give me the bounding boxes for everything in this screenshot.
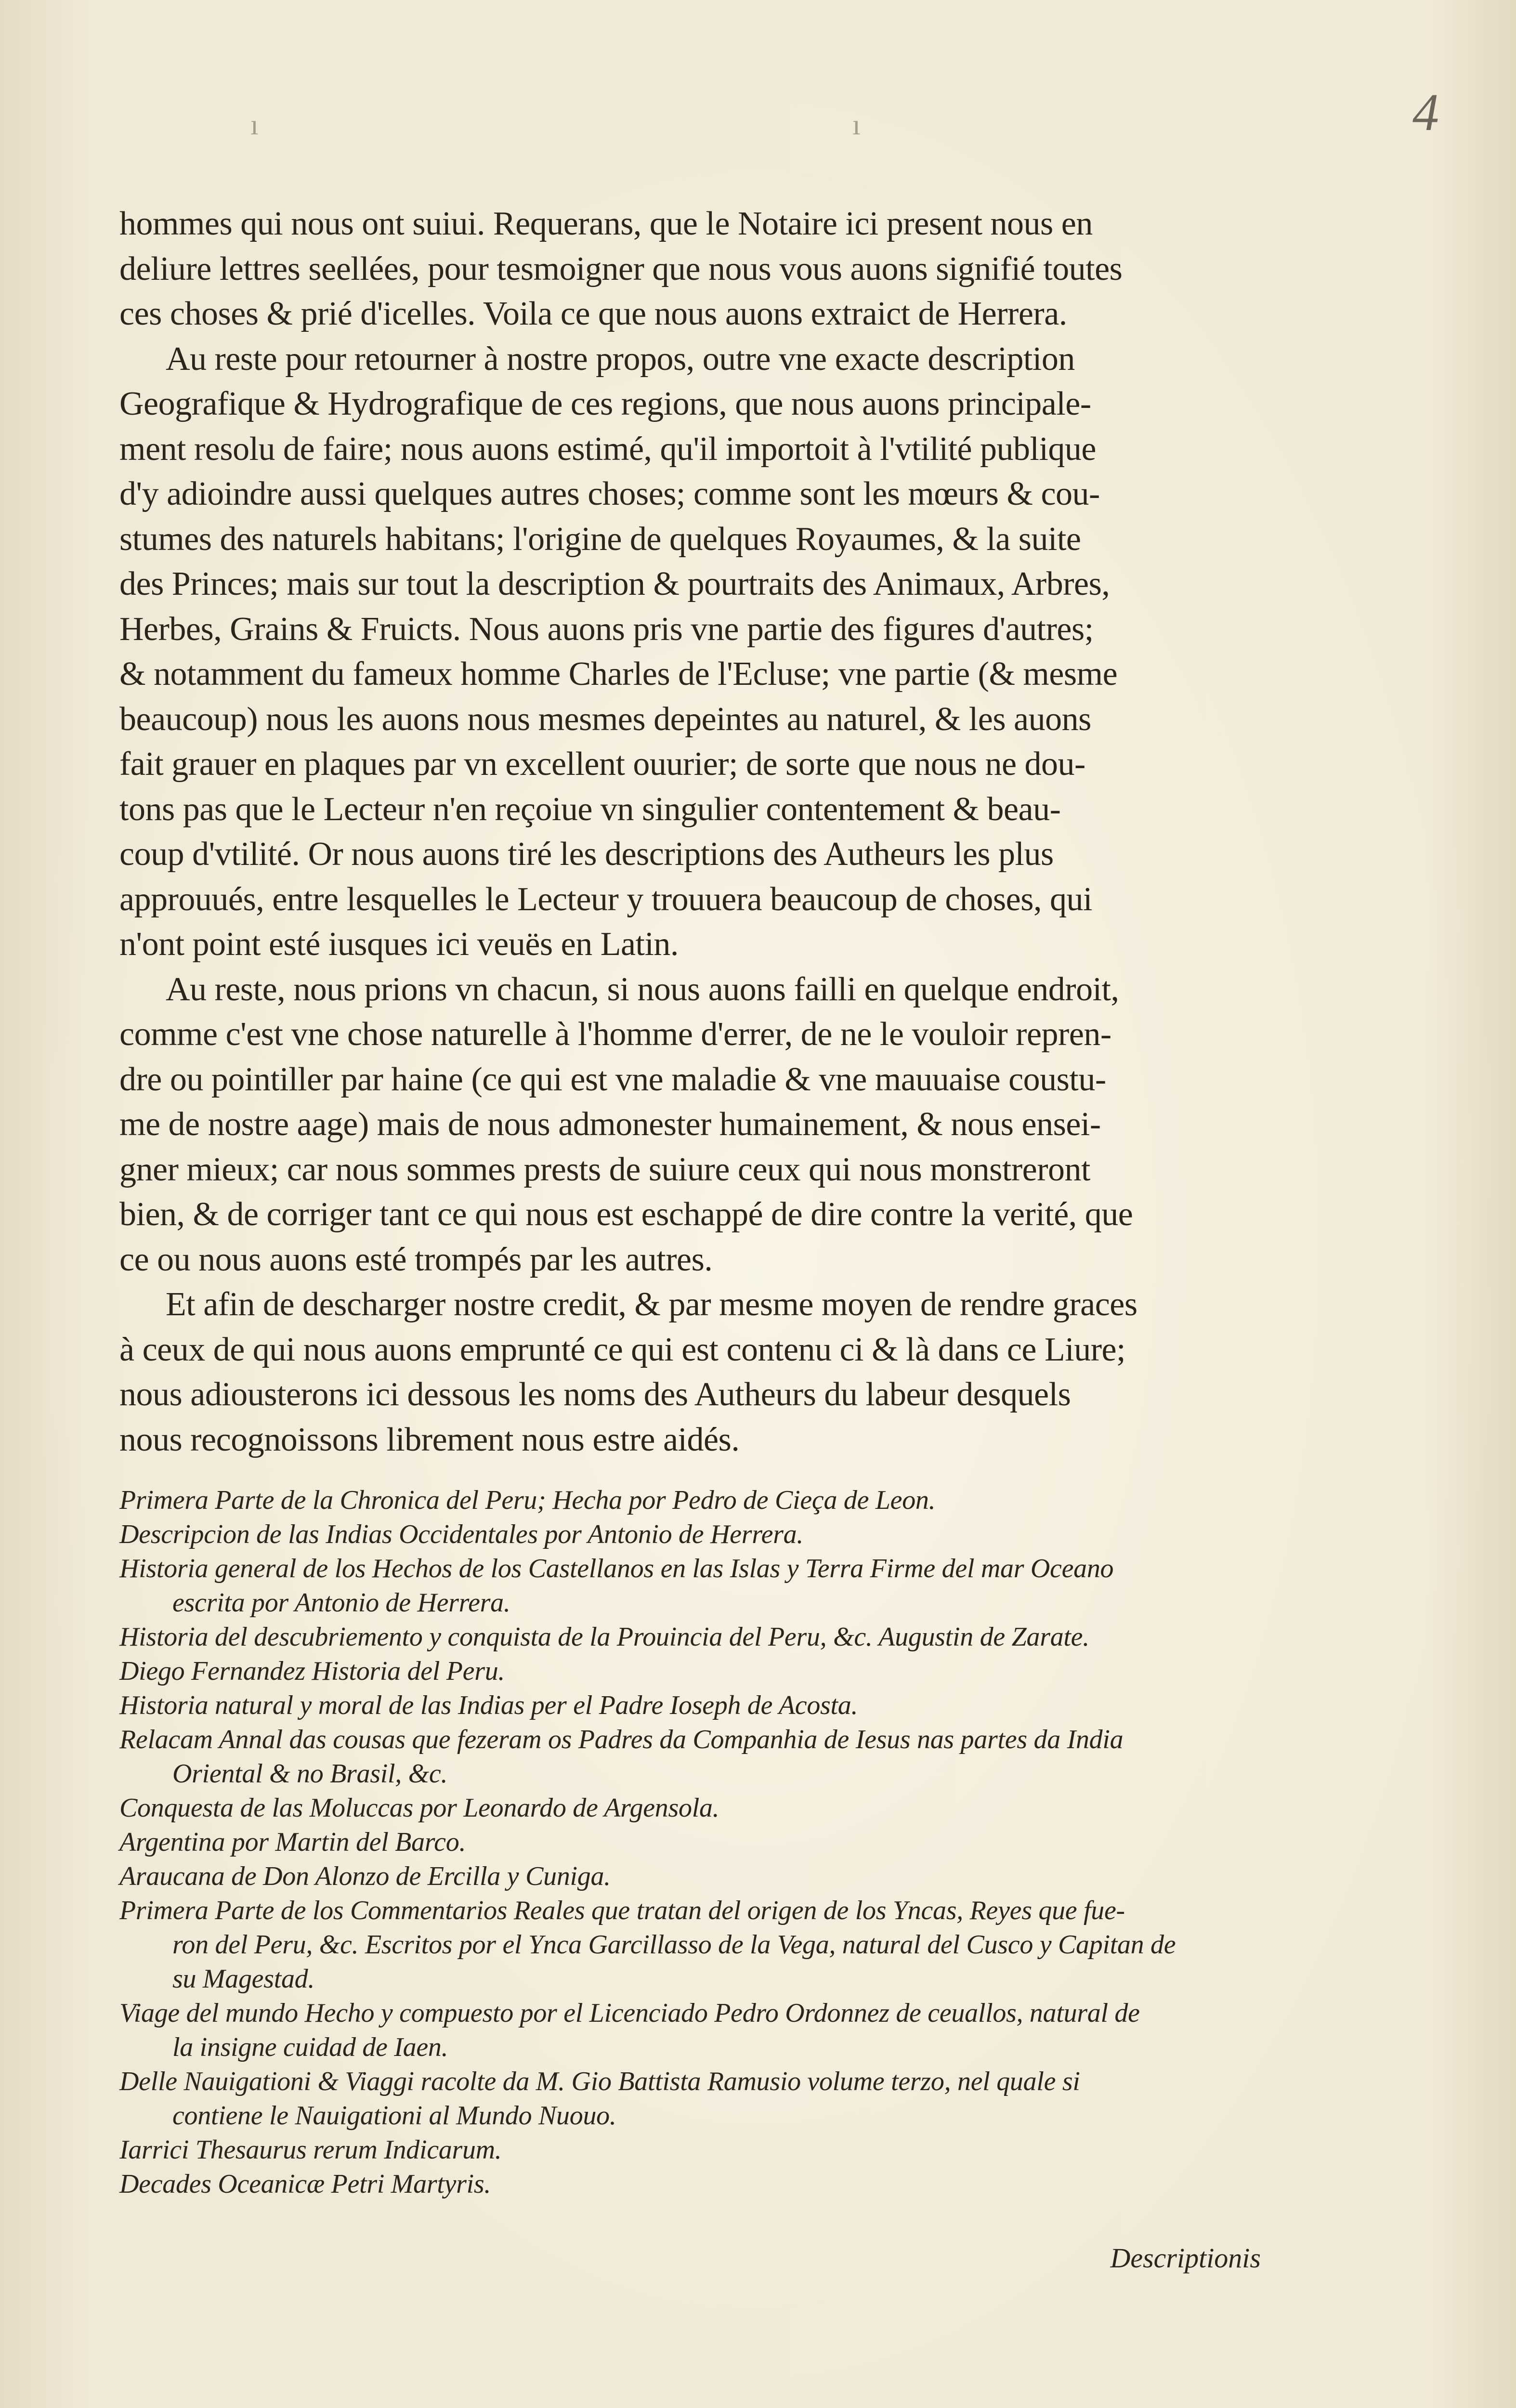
- reference-item: Historia natural y moral de las Indias per el Padre Ioseph de Acosta.: [119, 1690, 858, 1720]
- reference-item: Primera Parte de los Commentarios Reales que tratan del origen de los Yncas, Reyes que fue-: [119, 1896, 1125, 1925]
- reference-list: [119, 1483, 1285, 2201]
- page-number: 4: [1412, 83, 1439, 142]
- text-line: dre ou pointiller par haine (ce qui est vne maladie & vne mauuaise coustu-: [119, 1060, 1106, 1098]
- text-line: tons pas que le Lecteur n'en reçoiue vn singulier contentement & beau-: [119, 790, 1061, 828]
- reference-item: Araucana de Don Alonzo de Ercilla y Cuniga.: [119, 1861, 611, 1891]
- text-line: n'ont point esté iusques ici veuës en Latin.: [119, 926, 679, 963]
- text-line: deliure lettres seellées, pour tesmoigner que nous vous auons signifié toutes: [119, 250, 1123, 288]
- catchword: Descriptionis: [1110, 2242, 1261, 2274]
- text-line: hommes qui nous ont suiui. Requerans, que le Notaire ici present nous en: [119, 205, 1093, 242]
- reference-item: Historia del descubriemento y conquista de la Prouincia del Peru, &c. Augustin de Zarate.: [119, 1622, 1089, 1652]
- text-line: coup d'vtilité. Or nous auons tiré les descriptions des Autheurs les plus: [119, 836, 1054, 873]
- reference-item: Viage del mundo Hecho y compuesto por el Licenciado Pedro Ordonnez de ceuallos, natural de: [119, 1998, 1140, 2028]
- reference-item: Diego Fernandez Historia del Peru.: [119, 1656, 505, 1686]
- text-line: Et afin de descharger nostre credit, & par mesme moyen de rendre graces: [166, 1286, 1137, 1323]
- main-text: [119, 201, 1270, 1462]
- text-line: comme c'est vne chose naturelle à l'homme d'errer, de ne le vouloir repren-: [119, 1016, 1111, 1053]
- text-line: Au reste, nous prions vn chacun, si nous auons failli en quelque endroit,: [166, 970, 1119, 1008]
- text-line: bien, & de corriger tant ce qui nous est eschappé de dire contre la verité, que: [119, 1196, 1133, 1233]
- text-line: ces choses & prié d'icelles. Voila ce que nous auons extraict de Herrera.: [119, 295, 1067, 332]
- margin-mark: ı: [852, 109, 861, 141]
- reference-item: contiene le Nauigationi al Mundo Nuouo.: [172, 2101, 616, 2131]
- text-line: stumes des naturels habitans; l'origine de quelques Royaumes, & la suite: [119, 520, 1081, 558]
- text-line: fait grauer en plaques par vn excellent ouurier; de sorte que nous ne dou-: [119, 746, 1085, 783]
- text-line: ce ou nous auons esté trompés par les autres.: [119, 1241, 713, 1278]
- text-line: nous recognoissons librement nous estre aidés.: [119, 1421, 740, 1458]
- reference-item: Descripcion de las Indias Occidentales por Antonio de Herrera.: [119, 1519, 804, 1549]
- text-line: Herbes, Grains & Fruicts. Nous auons pris vne partie des figures d'autres;: [119, 610, 1094, 648]
- reference-item: escrita por Antonio de Herrera.: [172, 1588, 510, 1618]
- text-line: gner mieux; car nous sommes prests de suiure ceux qui nous monstreront: [119, 1151, 1090, 1188]
- text-line: Geografique & Hydrografique de ces regions, que nous auons principale-: [119, 385, 1091, 422]
- text-line: ment resolu de faire; nous auons estimé, qu'il importoit à l'vtilité publique: [119, 430, 1097, 468]
- text-line: & notamment du fameux homme Charles de l'Ecluse; vne partie (& mesme: [119, 655, 1118, 693]
- reference-item: ron del Peru, &c. Escritos por el Ynca Garcillasso de la Vega, natural del Cusco y Capitan de: [172, 1930, 1176, 1960]
- reference-item: la insigne cuidad de Iaen.: [172, 2032, 448, 2062]
- text-line: approuués, entre lesquelles le Lecteur y trouuera beaucoup de choses, qui: [119, 880, 1092, 918]
- reference-item: Argentina por Martin del Barco.: [119, 1827, 466, 1857]
- reference-item: Oriental & no Brasil, &c.: [172, 1759, 448, 1789]
- text-line: d'y adioindre aussi quelques autres choses; comme sont les mœurs & cou-: [119, 475, 1100, 512]
- reference-item: Primera Parte de la Chronica del Peru; Hecha por Pedro de Cieça de Leon.: [119, 1485, 936, 1515]
- margin-mark: ı: [250, 109, 259, 141]
- reference-item: su Magestad.: [172, 1964, 315, 1994]
- reference-item: Relacam Annal das cousas que fezeram os Padres da Companhia de Iesus nas partes da India: [119, 1725, 1124, 1754]
- text-line: Au reste pour retourner à nostre propos, outre vne exacte description: [166, 340, 1075, 378]
- reference-item: Decades Oceanicæ Petri Martyris.: [119, 2169, 491, 2199]
- text-line: nous adiousterons ici dessous les noms des Autheurs du labeur desquels: [119, 1376, 1071, 1413]
- reference-item: Conquesta de las Moluccas por Leonardo de Argensola.: [119, 1793, 719, 1823]
- text-line: beaucoup) nous les auons nous mesmes depeintes au naturel, & les auons: [119, 700, 1091, 738]
- text-line: à ceux de qui nous auons emprunté ce qui est contenu ci & là dans ce Liure;: [119, 1331, 1126, 1368]
- reference-item: Iarrici Thesaurus rerum Indicarum.: [119, 2135, 502, 2165]
- text-line: me de nostre aage) mais de nous admonester humainement, & nous ensei-: [119, 1106, 1101, 1143]
- reference-item: Delle Nauigationi & Viaggi racolte da M. Gio Battista Ramusio volume terzo, nel quale si: [119, 2067, 1080, 2096]
- reference-item: Historia general de los Hechos de los Castellanos en las Islas y Terra Firme del mar Oceano: [119, 1554, 1114, 1584]
- text-line: des Princes; mais sur tout la description & pourtraits des Animaux, Arbres,: [119, 565, 1110, 602]
